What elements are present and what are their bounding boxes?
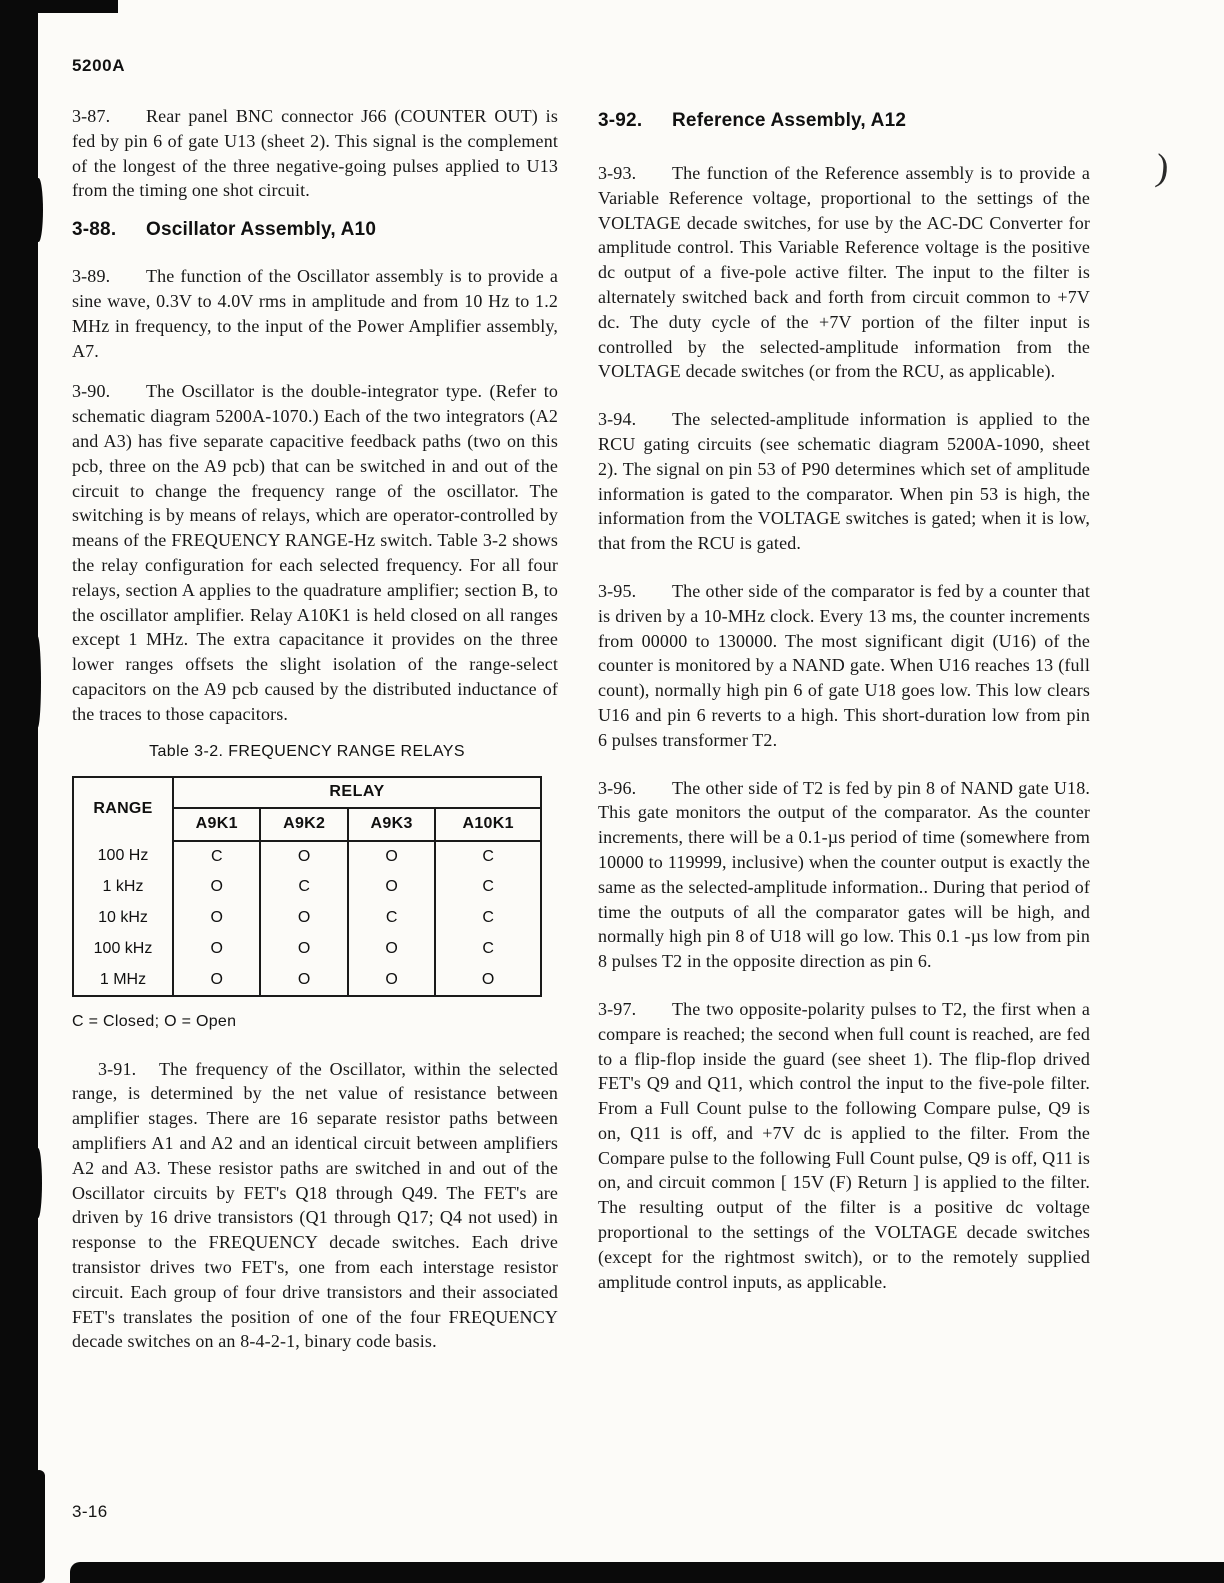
section-heading-3-92	[598, 110, 1090, 132]
paragraph-3-87	[72, 104, 558, 203]
paragraph-text: The two opposite-polarity pulses to T2, the first when a compare is reached; the second when full count is reached, are fed to a flip-flop inside the guard (see sheet 1). The flip-flop drived FET's Q9 and Q11, which control the input to the five-pole filter. From a Full Count pulse to the following Compare pulse, Q9 is on, Q11 is off, and +7V dc is applied to the filter. From the Compare pulse to the following Full Count pulse, Q9 is off, Q11 is on, and circuit common [ 15V (F) Return ] is applied to the filter. The resulting output of the filter is a positive dc voltage proportional to the settings of the VOLTAGE decade switches (except for the rightmost switch), or to the remotely supplied amplitude control inputs, as applicable.	[598, 998, 1090, 1292]
page-header-model-number: 5200A	[72, 56, 126, 75]
table-column-header: A9K3	[348, 808, 435, 841]
table-cell: O	[173, 934, 260, 965]
table-row	[73, 903, 541, 934]
paragraph-text: The frequency of the Oscillator, within the selected range, is determined by the net value of resistance between amplifier stages. There are 16 separate resistor paths between amplifiers A1 and A2 and an identical circuit between amplifiers A2 and A3. These resistor paths are switched in and out of the Oscillator circuits by FET's Q18 through Q49. The FET's are driven by 16 drive transistors (Q1 through Q17; Q4 not used) in response to the FREQUENCY decade switches. Each drive transistor drives two FET's, one from each interstage resistor circuit. Each group of four drive transistors and their associated FET's translates the position of one of the four FREQUENCY decade switches on an 8-4-2-1, binary code basis.	[72, 1058, 558, 1352]
paragraph-3-90	[72, 379, 558, 726]
table-cell: O	[260, 934, 347, 965]
table-cell: O	[260, 903, 347, 934]
paragraph-3-91	[72, 1057, 558, 1355]
page-footer-page-number: 3-16	[72, 1502, 108, 1521]
scan-edge-blotch	[33, 1470, 45, 1583]
paragraph-3-95	[598, 579, 1090, 753]
scan-edge-blotch	[34, 178, 43, 242]
table-cell-range: 1 MHz	[73, 965, 173, 996]
paragraph-number: 3-97.	[598, 998, 637, 1019]
table-cell: C	[435, 872, 541, 903]
table-cell: O	[348, 965, 435, 996]
paragraph-number: 3-96.	[598, 777, 637, 798]
scan-edge-left-bar	[0, 0, 38, 1583]
frequency-range-relays-table-block	[72, 743, 558, 1031]
table-cell: C	[348, 903, 435, 934]
table-legend: C = Closed; O = Open	[72, 1012, 237, 1030]
scan-edge-blotch	[34, 636, 41, 728]
table-header-range: RANGE	[73, 777, 173, 841]
table-row-relay-group	[73, 777, 541, 808]
table-cell: O	[435, 965, 541, 996]
paragraph-3-97	[598, 997, 1090, 1295]
heading-number: 3-88.	[72, 219, 117, 241]
table-cell: C	[173, 841, 260, 872]
table-row	[73, 841, 541, 872]
table-cell: O	[173, 903, 260, 934]
paragraph-text: The other side of T2 is fed by pin 8 of NAND gate U18. This gate monitors the output of the comparator. As the counter increments, there will be a 0.1-µs period of time (somewhere from 10000 to 119999, inclusive) when the counter output is exactly the same as the selected-amplitude information.. During that period of time the outputs of all the comparator gates will be high, and normally high pin 8 of U18 will go low. This 0.1 -µs low from pin 8 pulses T2 in the opposite direction as pin 6.	[598, 777, 1090, 972]
table-cell: C	[435, 934, 541, 965]
paragraph-3-89	[72, 264, 558, 363]
table-column-header: A9K1	[173, 808, 260, 841]
heading-title: Reference Assembly, A12	[672, 110, 907, 131]
paragraph-text: The selected-amplitude information is applied to the RCU gating circuits (see schematic diagram 5200A-1090, sheet 2). The signal on pin 53 of P90 determines which set of amplitude information is gated to the comparator. When pin 53 is high, the information from the VOLTAGE switches is gated; when it is low, that from the RCU is gated.	[598, 409, 1090, 554]
table-row	[73, 934, 541, 965]
table-column-header: A9K2	[260, 808, 347, 841]
table-cell-range: 1 kHz	[73, 872, 173, 903]
section-heading-3-88	[72, 219, 558, 241]
table-row	[73, 872, 541, 903]
paragraph-text: Rear panel BNC connector J66 (COUNTER OUT) is fed by pin 6 of gate U13 (sheet 2). This signal is the complement of the longest of the three negative-going pulses applied to U13 from the timing one shot circuit.	[72, 106, 558, 201]
left-column	[72, 104, 558, 1370]
table-cell: O	[173, 872, 260, 903]
heading-title: Oscillator Assembly, A10	[146, 219, 377, 241]
table-cell-range: 10 kHz	[73, 903, 173, 934]
paragraph-number: 3-87.	[72, 106, 111, 126]
scan-stray-mark: )	[1153, 146, 1171, 190]
paragraph-text: The function of the Reference assembly is to provide a Variable Reference voltage, proportional to the settings of the VOLTAGE decade switches, for use by the AC-DC Converter for amplitude control. This Variable Reference voltage is the positive dc output of a five-pole active filter. The input to the filter is alternately switched back and forth from circuit common to +7V dc. The duty cycle of the +7V portion of the filter input is controlled by the selected-amplitude information from the VOLTAGE decade switches (or from the RCU, as applicable).	[598, 163, 1090, 382]
table-header-relay-group: RELAY	[173, 777, 541, 808]
table-cell: C	[435, 903, 541, 934]
table-cell: O	[348, 841, 435, 872]
paragraph-number: 3-94.	[598, 409, 637, 430]
paragraph-text: The Oscillator is the double-integrator type. (Refer to schematic diagram 5200A-1070.) Each of the two integrators (A2 and A3) has five separate capacitive feedback paths (two on this pcb, three on the A9 pcb) that can be switched in and out of the circuit to change the frequency range of the oscillator. The switching is by means of relays, which are operator-controlled by means of the FREQUENCY RANGE-Hz switch. Table 3-2 shows the relay configuration for each selected frequency. For all four relays, section A applies to the quadrature amplifier; section B, to the oscillator amplifier. Relay A10K1 is held closed on all ranges except 1 MHz. The extra capacitance it provides on the three lower ranges offsets the slight isolation of the range-select capacitors on the A9 pcb caused by the distributed inductance of the traces to those capacitors.	[72, 381, 558, 724]
table-cell-range: 100 kHz	[73, 934, 173, 965]
right-column	[598, 110, 1090, 1317]
table-column-header: A10K1	[435, 808, 541, 841]
paragraph-text: The function of the Oscillator assembly is to provide a sine wave, 0.3V to 4.0V rms in amplitude and from 10 Hz to 1.2 MHz in frequency, to the input of the Power Amplifier assembly, A7.	[72, 266, 558, 361]
scan-edge-top-bar	[0, 0, 118, 13]
table-cell: O	[348, 872, 435, 903]
scan-edge-blotch	[34, 1148, 42, 1218]
table-cell: C	[260, 872, 347, 903]
paragraph-number: 3-91.	[98, 1058, 137, 1079]
paragraph-3-94	[598, 407, 1090, 556]
table-cell: C	[435, 841, 541, 872]
paragraph-text: The other side of the comparator is fed by a counter that is driven by a 10-MHz clock. Every 13 ms, the counter increments from 00000 to 130000. The most significant digit (U16) of the counter is monitored by a NAND gate. When U16 reaches 13 (full count), normally high pin 6 of gate U18 goes low. This low clears U16 and pin 6 reverts to a high. This short-duration low from pin 6 pulses transformer T2.	[598, 580, 1090, 750]
table-cell-range: 100 Hz	[73, 841, 173, 872]
table-cell: O	[173, 965, 260, 996]
paragraph-3-96	[598, 776, 1090, 974]
paragraph-number: 3-93.	[598, 163, 637, 183]
paragraph-number: 3-90.	[72, 381, 111, 402]
heading-number: 3-92.	[598, 110, 643, 131]
table-cell: O	[260, 965, 347, 996]
table-caption: Table 3-2. FREQUENCY RANGE RELAYS	[149, 742, 465, 760]
table-row	[73, 965, 541, 996]
scan-edge-bottom-bar	[70, 1562, 1224, 1583]
table-cell: O	[260, 841, 347, 872]
paragraph-number: 3-95.	[598, 580, 637, 601]
paragraph-3-93	[598, 161, 1090, 384]
paragraph-number: 3-89.	[72, 266, 111, 287]
frequency-range-relays-table	[72, 776, 542, 997]
table-cell: O	[348, 934, 435, 965]
